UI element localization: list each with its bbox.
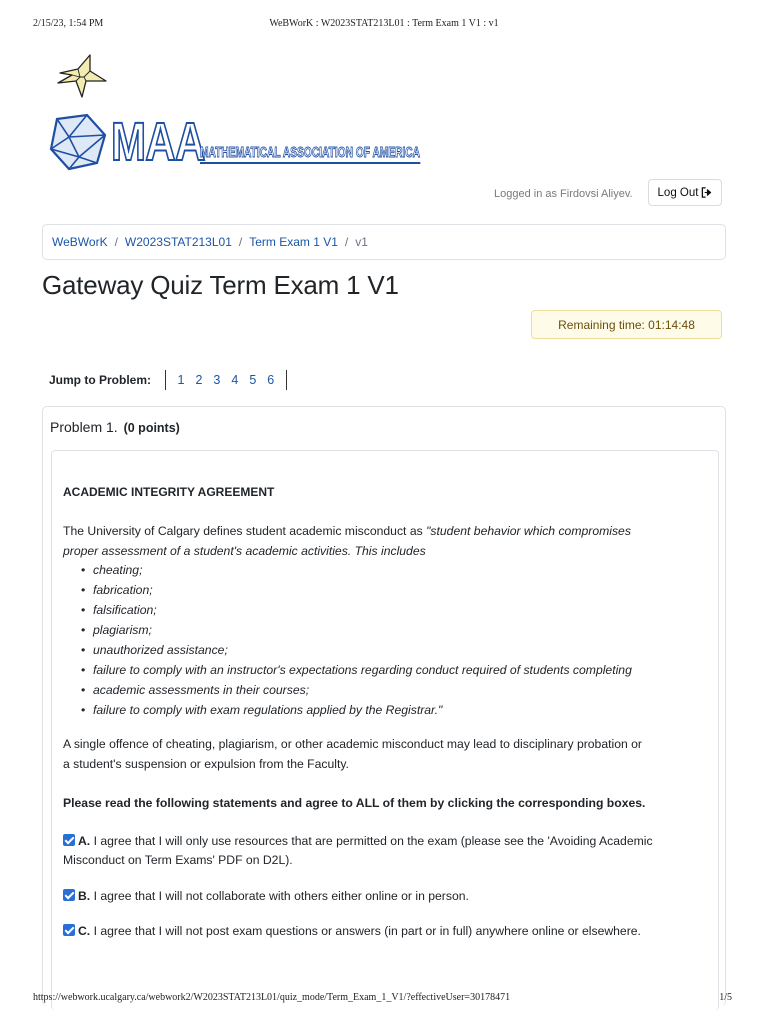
sign-out-icon <box>701 187 712 198</box>
intro-quote-1: "student behavior which compromises <box>426 524 631 538</box>
misconduct-list <box>81 560 632 720</box>
breadcrumb-separator: / <box>114 235 118 249</box>
maa-logo[interactable] <box>47 113 477 171</box>
agreement-a <box>63 832 713 870</box>
jump-divider <box>286 370 287 390</box>
jump-problem-4[interactable]: 4 <box>231 373 239 387</box>
logout-button[interactable] <box>648 179 722 206</box>
list-item: • fabrication; <box>81 580 632 600</box>
jump-problem-5[interactable]: 5 <box>249 373 257 387</box>
print-url: https://webwork.ucalgary.ca/webwork2/W2023STAT213L01/quiz_mode/Term_Exam_1_V1/?effectiveUser=30178471 <box>33 992 511 1003</box>
list-item: • unauthorized assistance; <box>81 640 632 660</box>
agreement-heading: ACADEMIC INTEGRITY AGREEMENT <box>63 485 275 499</box>
remaining-time-alert: Remaining time: 01:14:48 <box>531 310 722 339</box>
offence-line-1: A single offence of cheating, plagiarism, or other academic misconduct may lead to disciplinary probation or <box>63 737 642 751</box>
list-item: • failure to comply with an instructor's expectations regarding conduct required of students completing <box>81 660 632 680</box>
problem-header <box>50 419 180 435</box>
intro-line-2 <box>63 541 426 561</box>
agreement-letter: B. <box>78 889 91 903</box>
problem-card <box>42 406 726 1006</box>
logged-in-status: Logged in as Firdovsi Aliyev. <box>494 188 633 200</box>
problem-title: Problem 1. <box>50 419 118 435</box>
print-footer <box>0 992 768 1006</box>
problem-content <box>51 450 719 1010</box>
list-item: • falsification; <box>81 600 632 620</box>
jump-problem-3[interactable]: 3 <box>213 373 221 387</box>
intro-line-1 <box>63 521 631 541</box>
breadcrumb-set[interactable]: Term Exam 1 V1 <box>249 235 338 249</box>
breadcrumb <box>42 224 726 260</box>
agreement-b-checkbox[interactable] <box>63 889 75 901</box>
maa-fullname: MATHEMATICAL ASSOCIATION OF AMERICA <box>200 144 420 164</box>
agree-instruction: Please read the following statements and agree to ALL of them by clicking the corresponding boxes. <box>63 796 646 810</box>
list-item-continuation <box>81 680 632 700</box>
jump-problem-2[interactable]: 2 <box>195 373 203 387</box>
agreement-b <box>63 887 713 906</box>
breadcrumb-current: v1 <box>355 235 368 249</box>
intro-quote-2: proper assessment of a student's academic activities. This includes <box>63 544 426 558</box>
breadcrumb-separator: / <box>344 235 349 249</box>
offence-line-2: a student's suspension or expulsion from the Faculty. <box>63 757 349 771</box>
maa-icosahedron-icon <box>47 113 109 171</box>
webwork-star-logo[interactable] <box>54 53 112 99</box>
intro-plain: The University of Calgary defines student academic misconduct as <box>63 524 427 538</box>
breadcrumb-webwork[interactable]: WeBWorK <box>52 235 108 249</box>
list-item: • failure to comply with exam regulations applied by the Registrar." <box>81 700 632 720</box>
problem-points: (0 points) <box>123 421 180 435</box>
list-item-continuation-text: academic assessments in their courses; <box>93 683 310 697</box>
breadcrumb-separator: / <box>238 235 243 249</box>
jump-problem-1[interactable]: 1 <box>177 373 185 387</box>
jump-problem-6[interactable]: 6 <box>267 373 275 387</box>
agreement-text: I agree that I will only use resources that are permitted on the exam (please see the 'Avoiding Academic Misconduct on Term Exams' PDF on D2L). <box>63 834 653 867</box>
print-page-number: 1/5 <box>719 992 732 1003</box>
agreement-letter: A. <box>78 834 91 848</box>
agreement-a-checkbox[interactable] <box>63 834 75 846</box>
list-item: • plagiarism; <box>81 620 632 640</box>
list-item: • cheating; <box>81 560 632 580</box>
breadcrumb-course[interactable]: W2023STAT213L01 <box>124 235 232 249</box>
agreement-text: I agree that I will not collaborate with others either online or in person. <box>93 889 469 903</box>
jump-label: Jump to Problem: <box>49 373 152 387</box>
agreement-c-checkbox[interactable] <box>63 924 75 936</box>
page-title: Gateway Quiz Term Exam 1 V1 <box>42 270 399 300</box>
print-title: WeBWorK : W2023STAT213L01 : Term Exam 1 V1 : v1 <box>269 18 499 29</box>
jump-to-problem-nav <box>49 369 287 391</box>
print-date: 2/15/23, 1:54 PM <box>33 18 104 29</box>
agreement-text: I agree that I will not post exam questions or answers (in part or in full) anywhere online or elsewhere. <box>93 924 641 938</box>
logout-label: Log Out <box>657 186 699 199</box>
maa-wordmark: MAA <box>111 112 205 172</box>
agreement-letter: C. <box>78 924 91 938</box>
print-header <box>0 18 768 32</box>
agreement-c <box>63 922 713 941</box>
